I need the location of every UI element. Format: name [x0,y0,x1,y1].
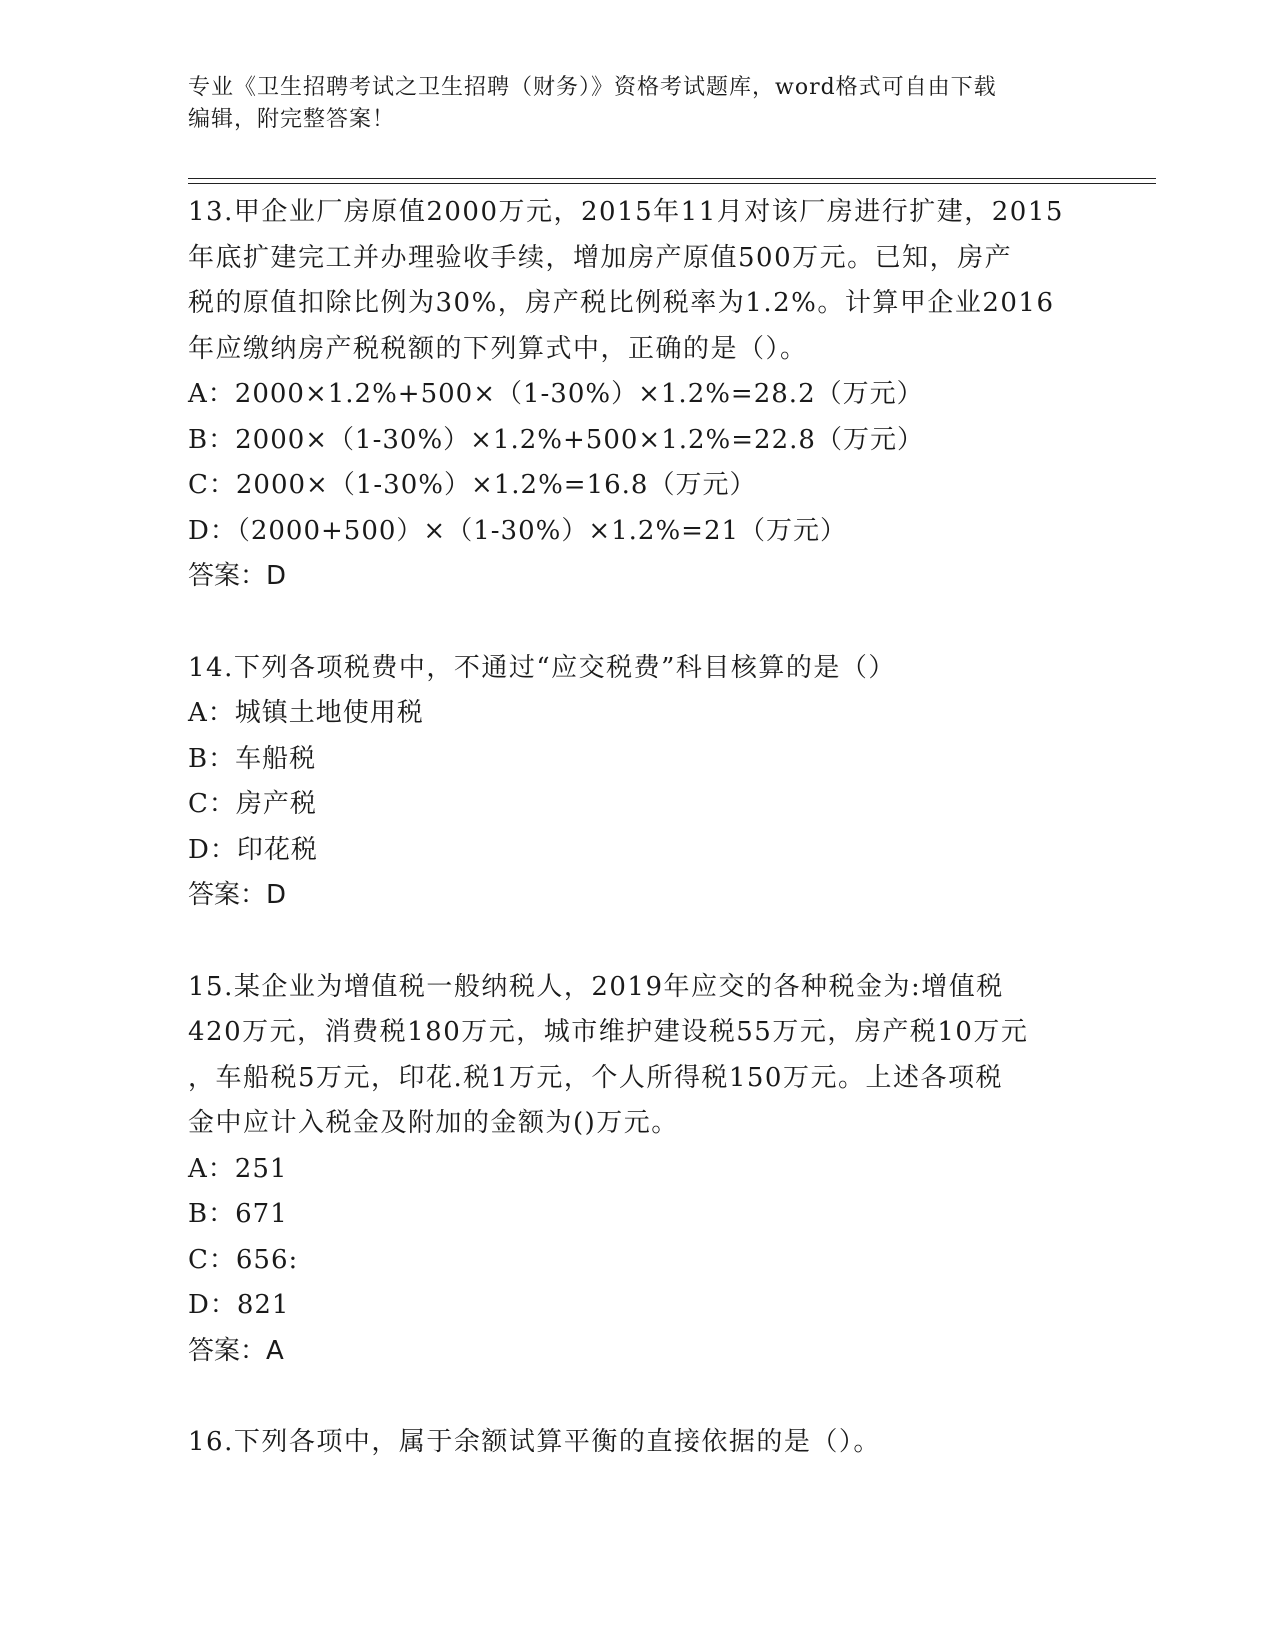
question-text-line: 金中应计入税金及附加的金额为()万元。 [188,1108,679,1138]
option-a: A：2000×1.2%+500×（1-30%）×1.2%=28.2（万元） [188,379,924,409]
option-d: D：821 [188,1290,290,1320]
question-text-line: 年底扩建完工并办理验收手续，增加房产原值500万元。已知，房产 [188,242,1013,273]
option-b: B：2000×（1-30%）×1.2%+500×1.2%=22.8（万元） [188,424,924,455]
question-text-line: 16.下列各项中，属于余额试算平衡的直接依据的是（）。 [188,1427,881,1457]
document-header [188,72,1088,136]
option-a: A：城镇土地使用税 [188,698,424,728]
question-text-line: 420万元，消费税180万元，城市维护建设税55万元，房产税10万元 [188,1017,1029,1047]
question-14 [188,646,1088,919]
option-c: C：2000×（1-30%）×1.2%=16.8（万元） [188,470,757,500]
question-text-line: 13.甲企业厂房原值2000万元，2015年11月对该厂房进行扩建，2015 [188,197,1064,227]
question-text-line: 15.某企业为增值税一般纳税人，2019年应交的各种税金为:增值税 [188,971,1004,1002]
answer-label: 答案：D [188,561,287,591]
header-rule-top [188,178,1156,179]
option-c: C：656: [188,1244,299,1275]
option-d: D：印花税 [188,834,318,865]
option-d: D：（2000+500）×（1-30%）×1.2%=21（万元） [188,515,848,546]
option-b: B：671 [188,1199,288,1229]
question-text-line: 年应缴纳房产税税额的下列算式中，正确的是（）。 [188,333,808,364]
answer-label: 答案：D [188,880,287,910]
question-list [188,190,1088,1512]
option-a: A：251 [188,1153,288,1184]
question-15 [188,965,1088,1375]
header-rule-bottom [188,183,1156,184]
question-text-line: ，车船税5万元，印花.税1万元，个人所得税150万元。上述各项税 [188,1062,1003,1093]
option-b: B：车船税 [188,743,317,774]
question-13 [188,190,1088,600]
question-text-line: 税的原值扣除比例为30%，房产税比例税率为1.2%。计算甲企业2016 [188,288,1055,318]
answer-label: 答案：A [188,1335,284,1366]
header-line-1: 专业《卫生招聘考试之卫生招聘（财务）》资格考试题库，word格式可自由下载 [188,75,997,100]
option-c: C：房产税 [188,789,317,819]
question-text-line: 14.下列各项税费中，不通过“应交税费”科目核算的是（） [188,652,896,683]
question-16 [188,1420,1088,1466]
header-line-2: 编辑，附完整答案！ [188,107,396,132]
